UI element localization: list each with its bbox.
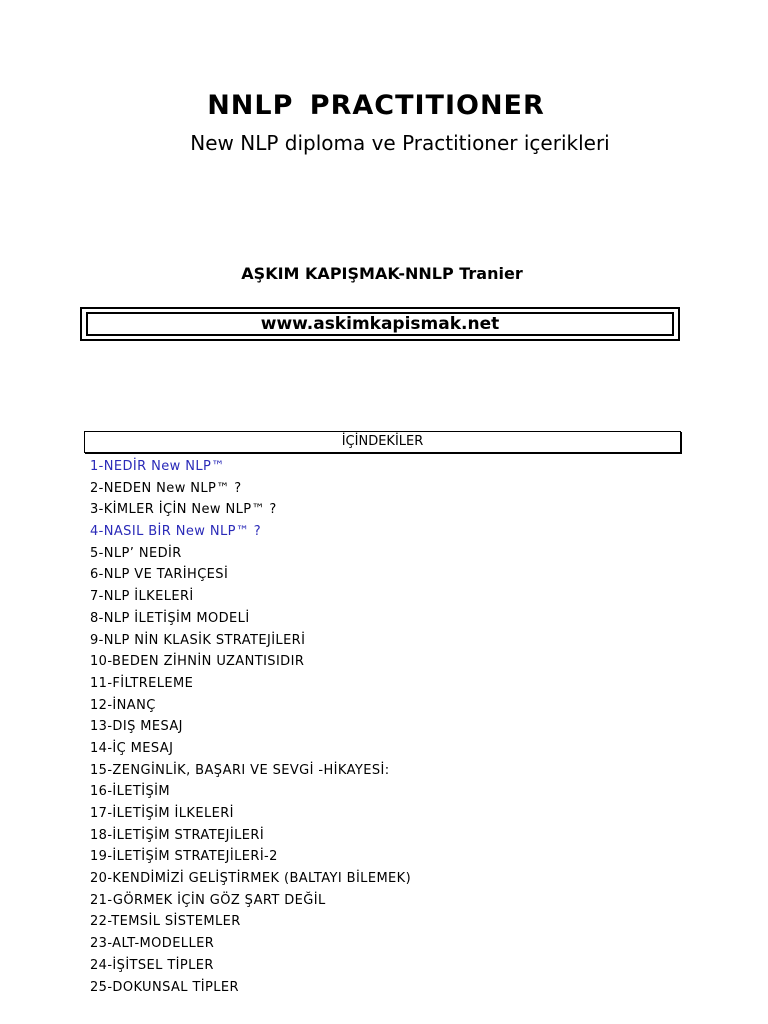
toc-item: 6-NLP VE TARİHÇESİ [90, 567, 229, 583]
toc-item: 16-İLETİŞİM [90, 784, 171, 800]
toc-item: 7-NLP İLKELERİ [90, 589, 194, 605]
toc-item: 21-GÖRMEK İÇİN GÖZ ŞART DEĞİL [90, 892, 326, 908]
toc-item: 13-DIŞ MESAJ [90, 719, 183, 735]
document-subtitle: New NLP diploma ve Practitioner içerikleri [190, 131, 610, 155]
toc-item: 24-İŞİTSEL TİPLER [90, 957, 214, 973]
toc-item: 8-NLP İLETİŞİM MODELİ [90, 610, 250, 626]
toc-item: 5-NLP’ NEDİR [90, 545, 182, 561]
toc-item: 20-KENDİMİZİ GELİŞTİRMEK (BALTAYI BİLEMEK) [90, 871, 412, 887]
website-frame [80, 307, 680, 341]
toc-item: 14-İÇ MESAJ [90, 740, 174, 756]
toc-item: 17-İLETİŞİM İLKELERİ [90, 806, 234, 821]
toc-item: 3-KİMLER İÇİN New NLP™ ? [90, 502, 277, 518]
toc-item: 9-NLP NİN KLASİK STRATEJİLERİ [90, 632, 306, 648]
toc-heading: İÇİNDEKİLER [84, 431, 681, 453]
toc-item: 18-İLETİŞİM STRATEJİLERİ [90, 827, 265, 843]
toc-item: 22-TEMSİL SİSTEMLER [90, 914, 241, 930]
document-title: NNLP PRACTITIONER [207, 90, 545, 121]
toc-list [90, 456, 411, 998]
toc-link-item[interactable]: 1-NEDİR New NLP™ [90, 459, 225, 474]
author-line: AŞKIM KAPIŞMAK-NNLP Tranier [241, 264, 523, 283]
toc-item: 10-BEDEN ZİHNİN UZANTISIDIR [90, 654, 305, 670]
toc-item: 11-FİLTRELEME [90, 675, 194, 691]
toc-link-item[interactable]: 4-NASIL BİR New NLP™ ? [90, 524, 262, 540]
toc-item: 2-NEDEN New NLP™ ? [90, 480, 242, 496]
toc-item: 12-İNANÇ [90, 697, 156, 713]
toc-item: 25-DOKUNSAL TİPLER [90, 979, 239, 995]
website-link[interactable]: www.askimkapismak.net [86, 312, 674, 336]
toc-item: 23-ALT-MODELLER [90, 936, 215, 952]
toc-item: 15-ZENGİNLİK, BAŞARI VE SEVGİ -HİKAYESİ: [90, 762, 390, 778]
toc-item: 19-İLETİŞİM STRATEJİLERİ-2 [90, 849, 278, 865]
